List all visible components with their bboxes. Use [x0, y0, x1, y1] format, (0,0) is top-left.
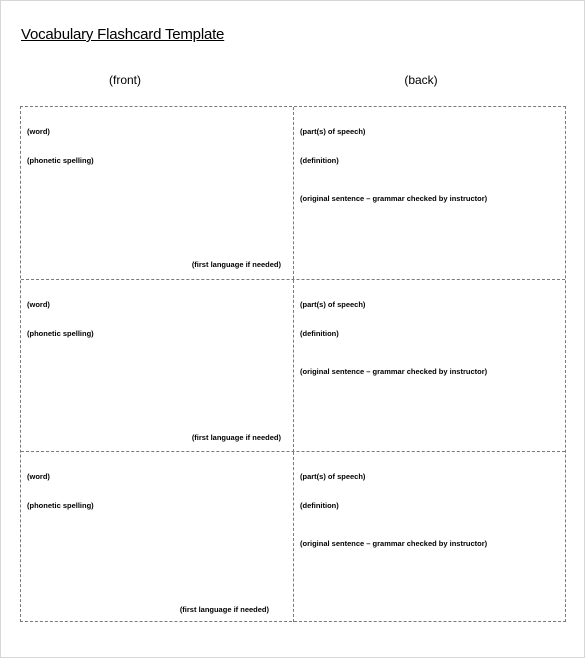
original-sentence-label: (original sentence – grammar checked by instructor) [300, 539, 488, 548]
word-label: (word) [27, 472, 50, 481]
word-label: (word) [27, 300, 50, 309]
flashcard-row [21, 107, 565, 279]
part-of-speech-label: (part(s) of speech) [300, 127, 366, 136]
part-of-speech-label: (part(s) of speech) [300, 472, 366, 481]
flashcard-row [21, 279, 565, 452]
card-front [21, 452, 294, 622]
word-label: (word) [27, 127, 50, 136]
page-title: Vocabulary Flashcard Template [21, 26, 225, 43]
definition-label: (definition) [300, 156, 339, 165]
first-language-label: (first language if needed) [191, 260, 281, 269]
phonetic-spelling-label: (phonetic spelling) [27, 329, 94, 338]
flashcard-grid [20, 106, 566, 622]
definition-label: (definition) [300, 501, 339, 510]
part-of-speech-label: (part(s) of speech) [300, 300, 366, 309]
original-sentence-label: (original sentence – grammar checked by instructor) [300, 367, 488, 376]
back-column-heading: (back) [404, 73, 438, 87]
phonetic-spelling-label: (phonetic spelling) [27, 156, 94, 165]
flashcard-row [21, 451, 565, 622]
first-language-label: (first language if needed) [179, 605, 269, 614]
card-front [21, 280, 294, 452]
front-column-heading: (front) [108, 73, 142, 87]
card-back [294, 107, 565, 279]
card-back [294, 452, 565, 622]
phonetic-spelling-label: (phonetic spelling) [27, 501, 94, 510]
original-sentence-label: (original sentence – grammar checked by instructor) [300, 194, 488, 203]
card-front [21, 107, 294, 279]
definition-label: (definition) [300, 329, 339, 338]
card-back [294, 280, 565, 452]
first-language-label: (first language if needed) [191, 433, 281, 442]
